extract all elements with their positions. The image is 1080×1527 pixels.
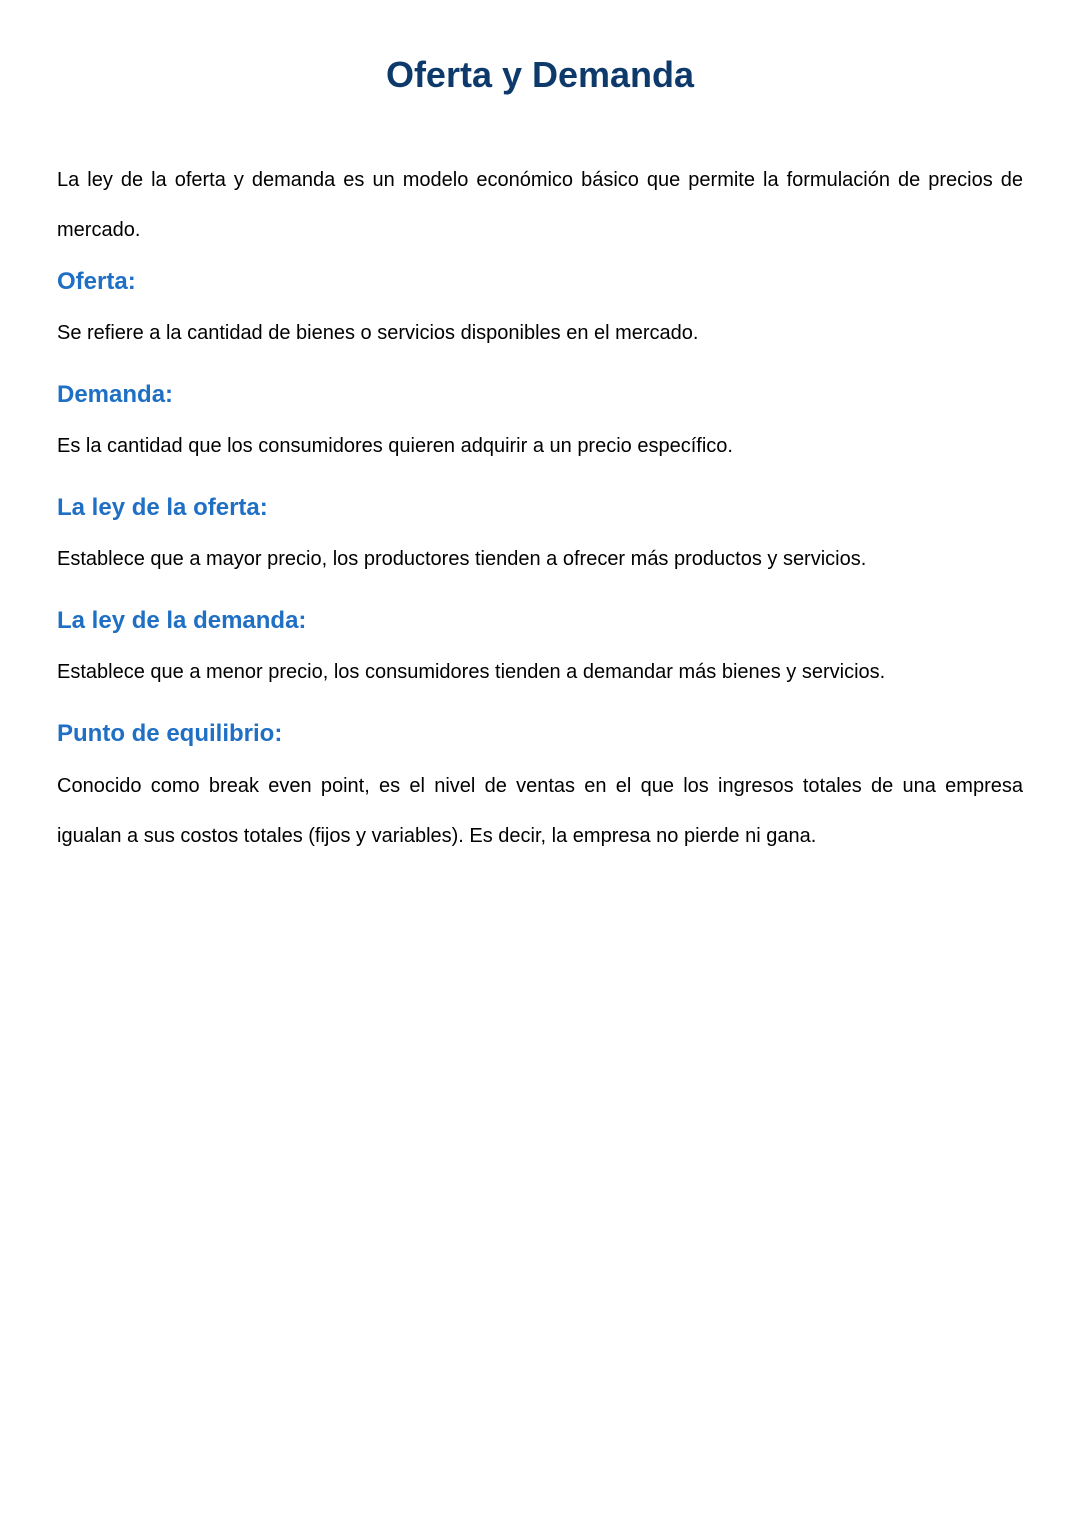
section-heading: La ley de la oferta:	[57, 494, 268, 521]
section-text: Establece que a menor precio, los consumidores tienden a demandar más bienes y servicios.	[57, 661, 886, 683]
section-oferta	[57, 262, 1023, 353]
sections	[57, 262, 1023, 883]
section-heading: Demanda:	[57, 381, 174, 408]
section-heading: Oferta:	[57, 268, 136, 295]
section-demanda	[57, 375, 1023, 466]
section-punto-equilibrio	[57, 714, 1023, 861]
section-text: Se refiere a la cantidad de bienes o servicios disponibles en el mercado.	[57, 322, 699, 344]
section-text: Conocido como break even point, es el nivel de ventas en el que los ingresos totales de una empresa igualan a sus costos totales (fijos y variables). Es decir, la empresa no pierde ni gana.	[57, 775, 1023, 847]
section-ley-oferta	[57, 488, 1023, 579]
intro-paragraph: La ley de la oferta y demanda es un modelo económico básico que permite la formulación de precios de mercado.	[57, 169, 1023, 241]
section-ley-demanda	[57, 601, 1023, 692]
section-text: Es la cantidad que los consumidores quieren adquirir a un precio específico.	[57, 435, 733, 457]
section-text: Establece que a mayor precio, los productores tienden a ofrecer más productos y servicios.	[57, 548, 867, 570]
page-title: Oferta y Demanda	[385, 54, 695, 95]
section-heading: Punto de equilibrio:	[57, 720, 283, 747]
section-heading: La ley de la demanda:	[57, 607, 307, 634]
